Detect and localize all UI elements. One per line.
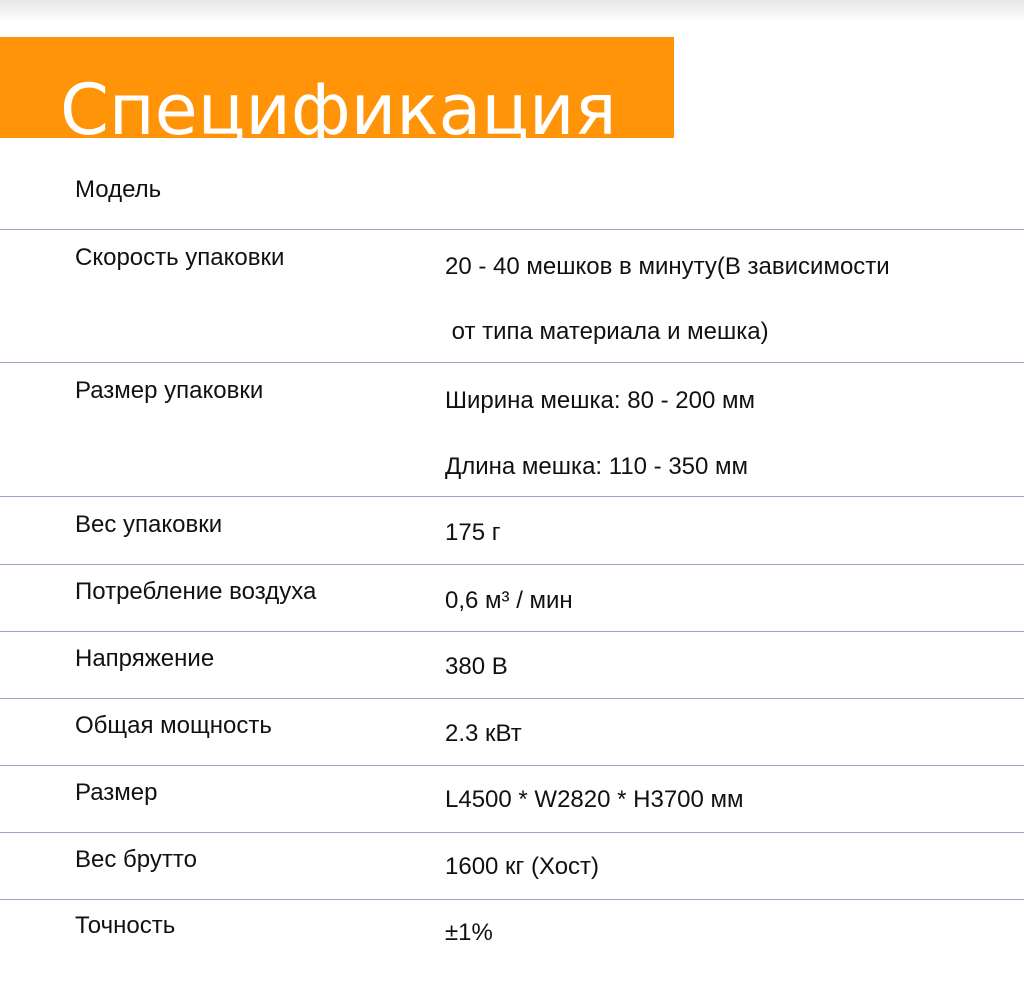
spec-row-accuracy	[0, 900, 1024, 990]
spec-row-air-consumption	[0, 565, 1024, 632]
spec-value: ±1%	[445, 919, 493, 946]
spec-value: Ширина мешка: 80 - 200 мм	[445, 387, 755, 414]
spec-row-gross-weight	[0, 833, 1024, 900]
spec-label: Размер упаковки	[75, 377, 264, 404]
spec-value: 20 - 40 мешков в минуту(В зависимости	[445, 253, 890, 280]
spec-label: Точность	[75, 912, 176, 939]
spec-label: Скорость упаковки	[75, 244, 285, 271]
spec-value: 2.3 кВт	[445, 720, 522, 747]
spec-value: L4500 * W2820 * H3700 мм	[445, 786, 744, 813]
spec-row-package-weight	[0, 497, 1024, 565]
spec-row-dimensions	[0, 766, 1024, 833]
top-shadow	[0, 0, 1024, 22]
spec-value-line2: Длина мешка: 110 - 350 мм	[445, 453, 749, 480]
spec-value-line2: от типа материала и мешка)	[445, 318, 769, 345]
spec-label: Размер	[75, 779, 158, 806]
spec-label: Вес брутто	[75, 846, 197, 873]
spec-row-package-size	[0, 363, 1024, 497]
spec-row-total-power	[0, 699, 1024, 766]
page-title: Спецификация	[60, 69, 617, 151]
spec-label: Напряжение	[75, 645, 215, 672]
spec-label: Общая мощность	[75, 712, 272, 739]
spec-table	[0, 138, 1024, 990]
spec-row-model	[0, 138, 1024, 230]
spec-label: Модель	[75, 176, 162, 203]
spec-row-voltage	[0, 632, 1024, 699]
spec-value: 1600 кг (Хост)	[445, 853, 600, 880]
spec-value: 0,6 м³ / мин	[445, 587, 573, 614]
title-banner	[0, 37, 674, 151]
spec-label: Вес упаковки	[75, 511, 223, 538]
spec-value: 175 г	[445, 519, 501, 546]
spec-label: Потребление воздуха	[75, 578, 317, 605]
spec-row-packing-speed	[0, 230, 1024, 363]
spec-value: 380 В	[445, 653, 508, 680]
